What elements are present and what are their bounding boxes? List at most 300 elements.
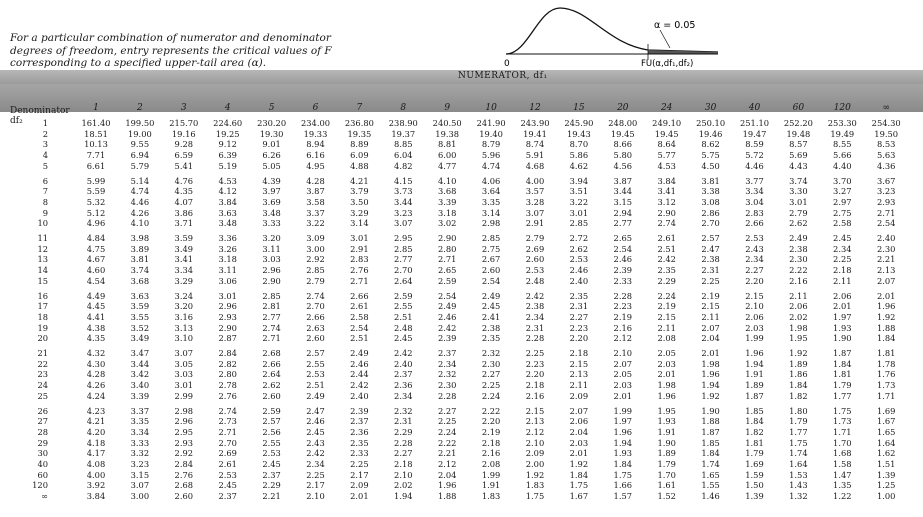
row-df-label: 1 <box>42 118 48 128</box>
table-cell: 2.37 <box>262 469 281 480</box>
table-cell: 2.57 <box>262 416 281 427</box>
table-cell: 19.41 <box>523 128 547 139</box>
table-cell: 2.46 <box>569 265 589 276</box>
table-cell: 3.18 <box>218 254 237 265</box>
table-cell: 2.60 <box>262 390 281 401</box>
row-df-label: 6 <box>42 175 48 186</box>
table-cell: 1.57 <box>613 491 633 502</box>
table-cell: 3.00 <box>130 491 150 502</box>
table-cell: 4.28 <box>306 175 325 186</box>
table-cell: 2.31 <box>394 416 413 427</box>
table-cell: 1.80 <box>789 405 808 416</box>
table-cell: 2.49 <box>350 348 369 358</box>
table-cell: 1.64 <box>789 459 808 469</box>
table-cell: 2.09 <box>569 390 589 401</box>
table-cell: 2.46 <box>613 254 633 265</box>
table-cell: 1.98 <box>657 380 676 391</box>
table-cell: 2.34 <box>306 459 325 469</box>
table-cell: 2.62 <box>262 380 281 391</box>
table-cell: 3.84 <box>657 175 676 186</box>
table-cell: 3.00 <box>306 243 325 254</box>
table-cell: 2.04 <box>569 426 589 437</box>
table-cell: 8.62 <box>701 139 720 150</box>
table-cell: 2.42 <box>657 254 676 265</box>
table-cell: 2.66 <box>306 311 325 322</box>
table-cell: 3.11 <box>218 265 237 276</box>
table-cell: 2.37 <box>350 416 369 427</box>
table-cell: 19.43 <box>567 128 591 139</box>
table-cell: 1.53 <box>789 469 808 480</box>
row-df-label: 5 <box>42 160 48 171</box>
table-cell: 2.92 <box>306 254 325 265</box>
table-cell: 3.16 <box>174 311 194 322</box>
table-cell: 19.47 <box>742 128 767 139</box>
table-cell: 1.76 <box>876 369 896 380</box>
table-cell: 2.98 <box>174 405 194 416</box>
table-cell: 2.85 <box>306 265 325 276</box>
table-cell: 2.76 <box>218 390 237 401</box>
table-cell: 19.48 <box>786 128 811 139</box>
table-cell: 1.84 <box>569 469 589 480</box>
table-cell: 224.60 <box>213 118 243 128</box>
table-cell: 2.38 <box>701 254 720 265</box>
table-cell: 199.50 <box>125 118 155 128</box>
table-cell: 1.81 <box>876 348 896 358</box>
table-cell: 2.95 <box>174 426 194 437</box>
table-cell: 4.50 <box>701 160 720 171</box>
table-cell: 1.82 <box>789 390 808 401</box>
table-cell: 3.52 <box>130 322 150 333</box>
table-cell: 2.96 <box>218 301 237 312</box>
table-row <box>0 218 923 228</box>
table-cell: 1.51 <box>876 459 896 469</box>
table-cell: 1.46 <box>701 491 720 502</box>
table-cell: 2.17 <box>350 469 369 480</box>
table-cell: 2.51 <box>657 243 676 254</box>
column-header: 60 <box>792 103 805 113</box>
table-cell: 2.55 <box>262 437 281 448</box>
table-cell: 1.99 <box>613 405 633 416</box>
table-cell: 2.15 <box>657 311 676 322</box>
table-cell: 3.98 <box>130 233 150 243</box>
table-cell: 2.70 <box>394 265 413 276</box>
row-df-label: 18 <box>37 311 48 322</box>
table-cell: 2.07 <box>613 358 633 369</box>
table-cell: 2.20 <box>745 275 764 286</box>
table-cell: 5.96 <box>481 150 501 161</box>
table-cell: 5.75 <box>701 150 720 161</box>
table-cell: 4.46 <box>745 160 764 171</box>
table-cell: 2.20 <box>525 369 545 380</box>
table-cell: 4.06 <box>481 175 501 186</box>
table-cell: 2.46 <box>350 358 369 369</box>
table-cell: 1.82 <box>745 426 764 437</box>
table-cell: 2.15 <box>569 358 589 369</box>
table-cell: 2.34 <box>833 243 852 254</box>
table-cell: 2.40 <box>876 233 896 243</box>
table-cell: 3.92 <box>86 480 106 491</box>
column-header: 12 <box>529 103 541 113</box>
table-cell: 1.68 <box>833 448 852 459</box>
table-row <box>0 391 923 401</box>
table-cell: 3.23 <box>876 186 896 197</box>
table-cell: 2.01 <box>613 390 633 401</box>
table-cell: 2.22 <box>789 265 808 276</box>
table-cell: 2.59 <box>437 275 457 286</box>
table-cell: 3.84 <box>218 196 237 207</box>
table-cell: 19.45 <box>654 128 679 139</box>
denominator-title-line2: df₂ <box>10 116 23 126</box>
row-df-label: 13 <box>37 254 48 265</box>
table-cell: 2.48 <box>394 322 413 333</box>
table-cell: 3.14 <box>350 218 369 229</box>
table-cell: 2.85 <box>569 218 589 229</box>
table-cell: 2.66 <box>350 290 369 301</box>
table-cell: 2.29 <box>657 275 676 286</box>
table-cell: 1.92 <box>569 459 589 469</box>
table-cell: 2.34 <box>437 358 457 369</box>
table-cell: 2.90 <box>657 207 676 218</box>
row-df-label: 10 <box>37 218 48 229</box>
table-cell: 2.42 <box>394 348 413 358</box>
table-cell: 2.19 <box>657 301 676 312</box>
table-cell: 2.59 <box>394 290 413 301</box>
table-cell: 1.92 <box>876 311 896 322</box>
table-cell: 2.90 <box>262 275 281 286</box>
table-cell: 2.61 <box>657 233 676 243</box>
table-cell: 7.71 <box>86 150 106 161</box>
table-cell: 2.08 <box>481 459 501 469</box>
table-cell: 2.27 <box>481 369 501 380</box>
table-cell: 3.01 <box>174 380 194 391</box>
table-cell: 2.90 <box>437 233 457 243</box>
table-cell: 2.08 <box>657 333 676 344</box>
table-cell: 3.71 <box>174 218 194 229</box>
table-cell: 2.39 <box>437 333 457 344</box>
table-cell: 5.91 <box>525 150 545 161</box>
table-cell: 4.77 <box>437 160 457 171</box>
table-cell: 2.51 <box>394 311 413 322</box>
table-cell: 3.37 <box>306 207 325 218</box>
table-cell: 2.01 <box>569 448 589 459</box>
table-cell: 2.49 <box>437 301 457 312</box>
table-cell: 1.95 <box>789 333 808 344</box>
table-cell: 240.50 <box>432 118 462 128</box>
table-cell: 2.10 <box>525 437 545 448</box>
table-cell: 3.37 <box>130 405 150 416</box>
table-cell: 2.68 <box>174 480 194 491</box>
table-cell: 2.25 <box>833 254 852 265</box>
row-df-label: 20 <box>37 333 48 344</box>
table-cell: 3.08 <box>701 196 720 207</box>
row-df-label: 15 <box>37 275 48 286</box>
table-cell: 2.09 <box>350 480 369 491</box>
table-cell: 161.40 <box>81 118 111 128</box>
table-cell: 2.18 <box>525 380 545 391</box>
table-cell: 6.04 <box>394 150 413 161</box>
table-row <box>0 150 923 160</box>
table-cell: 2.68 <box>262 348 281 358</box>
table-cell: 3.36 <box>218 233 237 243</box>
table-cell: 3.01 <box>350 233 369 243</box>
table-cell: 2.74 <box>657 218 676 229</box>
row-df-label: 24 <box>37 380 48 391</box>
row-df-label: 11 <box>37 233 48 243</box>
table-cell: 2.79 <box>525 233 545 243</box>
table-cell: 2.49 <box>481 290 501 301</box>
table-cell: 1.89 <box>789 358 808 369</box>
table-cell: 2.00 <box>525 459 545 469</box>
table-cell: 2.82 <box>218 358 237 369</box>
table-cell: 1.87 <box>745 390 764 401</box>
table-cell: 2.43 <box>745 243 764 254</box>
table-cell: 1.75 <box>833 405 852 416</box>
table-cell: 2.61 <box>218 459 237 469</box>
table-row <box>0 359 923 369</box>
table-cell: 2.07 <box>701 322 720 333</box>
table-cell: 1.69 <box>876 405 896 416</box>
table-cell: 2.10 <box>306 491 325 502</box>
table-cell: 19.49 <box>830 128 855 139</box>
table-cell: 8.74 <box>525 139 545 150</box>
table-cell: 3.13 <box>174 322 194 333</box>
table-cell: 2.10 <box>394 469 413 480</box>
table-cell: 4.95 <box>306 160 325 171</box>
table-cell: 3.05 <box>174 358 194 369</box>
table-cell: 9.55 <box>130 139 150 150</box>
table-cell: 1.94 <box>613 437 633 448</box>
table-cell: 5.99 <box>86 175 106 186</box>
table-cell: 1.89 <box>745 380 764 391</box>
table-row <box>0 491 923 501</box>
table-cell: 2.24 <box>657 290 676 301</box>
table-cell: 2.60 <box>174 491 194 502</box>
table-cell: 1.73 <box>876 380 896 391</box>
table-cell: 5.59 <box>86 186 106 197</box>
table-cell: 2.54 <box>876 218 896 229</box>
table-cell: 2.71 <box>876 207 896 218</box>
table-cell: 5.63 <box>876 150 896 161</box>
table-cell: 2.51 <box>350 333 369 344</box>
table-cell: 1.79 <box>657 459 676 469</box>
table-cell: 1.78 <box>876 358 896 369</box>
table-cell: 3.51 <box>569 186 589 197</box>
table-cell: 2.35 <box>481 333 501 344</box>
table-cell: 1.93 <box>833 322 852 333</box>
table-cell: 3.20 <box>174 301 194 312</box>
row-df-label: 29 <box>37 437 48 448</box>
table-cell: 1.91 <box>657 426 676 437</box>
table-row <box>0 186 923 196</box>
table-cell: 4.75 <box>86 243 106 254</box>
table-row <box>0 265 923 275</box>
table-cell: 1.92 <box>701 390 720 401</box>
table-cell: 4.18 <box>86 437 106 448</box>
table-cell: 2.09 <box>525 448 545 459</box>
table-cell: 19.35 <box>347 128 372 139</box>
table-cell: 3.18 <box>437 207 457 218</box>
table-cell: 6.61 <box>86 160 106 171</box>
table-cell: 2.36 <box>350 426 369 437</box>
table-cell: 3.10 <box>174 333 194 344</box>
table-cell: 19.00 <box>128 128 152 139</box>
table-cell: 6.09 <box>350 150 369 161</box>
column-header: 9 <box>444 103 451 113</box>
table-cell: 2.30 <box>481 358 501 369</box>
table-cell: 3.41 <box>657 186 676 197</box>
table-cell: 2.39 <box>613 265 633 276</box>
table-cell: 2.34 <box>745 254 764 265</box>
table-cell: 3.81 <box>130 254 150 265</box>
table-cell: 2.51 <box>306 380 325 391</box>
table-cell: 2.33 <box>350 448 369 459</box>
table-cell: 2.77 <box>262 311 281 322</box>
table-cell: 2.16 <box>481 448 501 459</box>
table-cell: 3.01 <box>218 290 237 301</box>
table-cell: 2.53 <box>525 265 545 276</box>
table-cell: 19.25 <box>215 128 240 139</box>
table-cell: 2.06 <box>833 290 852 301</box>
table-cell: 1.96 <box>613 426 633 437</box>
table-cell: 2.54 <box>350 322 369 333</box>
table-cell: 2.06 <box>569 416 589 427</box>
table-cell: 245.90 <box>564 118 594 128</box>
table-cell: 1.70 <box>833 437 852 448</box>
column-header: 4 <box>224 103 231 113</box>
column-header: 15 <box>573 103 585 113</box>
table-cell: 3.97 <box>262 186 281 197</box>
table-row <box>0 291 923 301</box>
table-cell: 5.12 <box>86 207 106 218</box>
table-cell: 2.35 <box>657 265 676 276</box>
column-header: 20 <box>617 103 629 113</box>
table-cell: 2.40 <box>350 390 369 401</box>
table-cell: 2.49 <box>306 390 325 401</box>
table-cell: 2.97 <box>833 196 852 207</box>
table-row <box>0 208 923 218</box>
table-cell: 2.06 <box>745 311 764 322</box>
table-cell: 3.79 <box>350 186 369 197</box>
table-cell: 1.77 <box>789 426 808 437</box>
table-cell: 2.01 <box>876 290 896 301</box>
table-cell: 4.62 <box>569 160 589 171</box>
table-cell: 2.44 <box>350 369 369 380</box>
table-cell: 2.78 <box>218 380 237 391</box>
row-df-label: 7 <box>42 186 48 197</box>
table-cell: 4.82 <box>394 160 413 171</box>
table-cell: 2.01 <box>833 301 852 312</box>
table-cell: 2.55 <box>306 358 325 369</box>
table-cell: 2.32 <box>394 405 413 416</box>
table-cell: 2.10 <box>745 301 764 312</box>
table-cell: 2.80 <box>437 243 457 254</box>
table-cell: 2.05 <box>613 369 633 380</box>
table-cell: 1.22 <box>833 491 852 502</box>
table-cell: 2.46 <box>437 311 457 322</box>
table-cell: 3.01 <box>789 196 808 207</box>
table-cell: 3.35 <box>481 196 501 207</box>
table-cell: 4.00 <box>86 469 106 480</box>
table-row <box>0 416 923 426</box>
table-cell: 1.87 <box>833 348 852 358</box>
table-cell: 1.75 <box>789 437 808 448</box>
table-cell: 4.23 <box>86 405 106 416</box>
table-cell: 2.42 <box>350 380 369 391</box>
table-cell: 3.87 <box>613 175 633 186</box>
table-cell: 2.74 <box>306 290 325 301</box>
table-cell: 3.29 <box>174 275 194 286</box>
table-cell: 2.31 <box>569 301 589 312</box>
table-cell: 1.93 <box>657 416 676 427</box>
table-cell: 1.62 <box>876 448 896 459</box>
table-cell: 5.80 <box>613 150 633 161</box>
row-df-label: 2 <box>42 128 48 139</box>
table-cell: 2.65 <box>613 233 633 243</box>
table-cell: 2.45 <box>262 459 281 469</box>
table-cell: 2.60 <box>525 254 545 265</box>
table-row <box>0 348 923 358</box>
table-cell: 2.92 <box>174 448 194 459</box>
table-cell: 1.84 <box>701 448 720 459</box>
table-cell: 3.59 <box>174 233 194 243</box>
table-cell: 2.76 <box>174 469 194 480</box>
table-cell: 2.30 <box>876 243 896 254</box>
column-header: 5 <box>268 103 275 113</box>
table-cell: 9.01 <box>262 139 281 150</box>
table-cell: 4.24 <box>86 390 106 401</box>
table-cell: 1.61 <box>657 480 676 491</box>
table-cell: 3.39 <box>130 390 150 401</box>
table-cell: 3.48 <box>218 218 237 229</box>
table-cell: 2.23 <box>525 358 545 369</box>
table-cell: 1.84 <box>745 416 764 427</box>
table-cell: 2.56 <box>262 426 281 437</box>
table-cell: 4.39 <box>262 175 281 186</box>
table-cell: 2.40 <box>569 275 589 286</box>
table-cell: 2.45 <box>833 233 852 243</box>
table-cell: 2.25 <box>481 380 501 391</box>
table-cell: 1.99 <box>745 333 764 344</box>
table-cell: 6.16 <box>306 150 325 161</box>
table-cell: 2.28 <box>613 290 633 301</box>
table-cell: 2.34 <box>394 390 413 401</box>
table-cell: 4.84 <box>86 233 106 243</box>
row-df-label: 8 <box>42 196 48 207</box>
table-cell: 2.37 <box>394 369 413 380</box>
table-cell: 2.69 <box>525 243 545 254</box>
table-cell: 1.92 <box>789 348 808 358</box>
table-cell: 4.12 <box>218 186 237 197</box>
table-cell: 4.20 <box>86 426 106 437</box>
table-cell: 2.53 <box>218 469 237 480</box>
table-cell: 4.26 <box>130 207 150 218</box>
table-cell: 2.98 <box>481 218 501 229</box>
table-cell: 4.74 <box>481 160 501 171</box>
table-cell: 2.47 <box>306 405 325 416</box>
table-cell: 1.65 <box>701 469 720 480</box>
table-cell: 2.70 <box>306 301 325 312</box>
table-cell: 2.54 <box>613 243 633 254</box>
table-cell: 2.57 <box>306 348 325 358</box>
table-cell: 1.91 <box>745 369 764 380</box>
table-row <box>0 197 923 207</box>
table-cell: 2.49 <box>789 233 808 243</box>
table-cell: 4.96 <box>86 218 106 229</box>
table-cell: 1.88 <box>701 416 720 427</box>
table-cell: 2.42 <box>525 290 545 301</box>
table-cell: 1.88 <box>437 491 457 502</box>
table-cell: 8.57 <box>789 139 808 150</box>
